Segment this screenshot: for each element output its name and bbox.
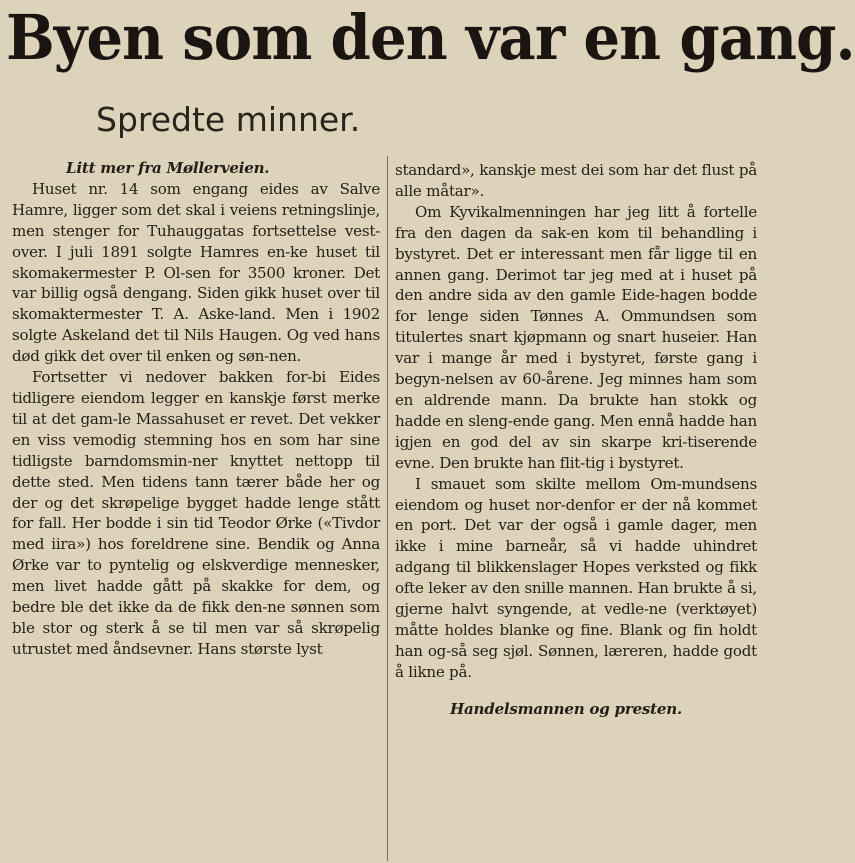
right-column: [395, 160, 757, 863]
left-column: [12, 158, 380, 861]
paragraph: Huset nr. 14 som engang eides av Salve Hamre, ligger som det skal i veiens retningslinje, men stenger for Tuhauggatas fortsettelse vest-over. I juli 1891 solgte Hamres en-ke huset til skomakermester P. Ol-sen for 3500 kroner. Det var billig også dengang. Siden gikk huset over til skomaktermester T. A. Aske-land. Men i 1902 solgte Askeland det til Nils Haugen. Og ved hans død gikk det over til enken og søn-nen.: [12, 179, 380, 366]
subheadline: Spredte minner.: [96, 100, 361, 139]
paragraph: I smauet som skilte mellom Om-mundsens eiendom og huset nor-denfor er der nå kommet en port. Det var der også i gamle dager, men ikke i mine barneår, så vi hadde uhindret adgang til blikkenslager Hopes verksted og fikk ofte leker av den snille mannen. Han brukte å si, gjerne halvt syngende, at vedle-ne (verktøyet) måtte holdes blanke og fine. Blank og fin holdt han og-så seg sjøl. Sønnen, læreren, hadde godt å likne på.: [395, 474, 757, 681]
headline: Byen som den var en gang.: [6, 1, 855, 74]
section-heading-moellerveien: Litt mer fra Møllerveien.: [66, 159, 270, 177]
paragraph: Fortsetter vi nedover bakken for-bi Eides tidligere eiendom legger en kanskje først merke til at det gam-le Massahuset er revet. Det vekker en viss vemodig stemning hos en som har sine tidligste barndomsmin-ner knyttet nettopp til dette sted. Men tidens tann tærer både her og der og det skrøpelige bygget hadde lenge stått for fall. Her bodde i sin tid Teodor Ørke («Tivdor med iira») hos foreldrene sine. Bendik og Anna Ørke var to pyntelig og elskverdige mennesker, men livet hadde gått på skakke for dem, og bedre ble det ikke da de fikk den-ne sønnen som ble stor og sterk å se til men var så skrøpelig utrustet med åndsevner. Hans største lyst: [12, 368, 380, 658]
paragraph: Om Kyvikalmenningen har jeg litt å fortelle fra den dagen da sak-en kom til behandling i bystyret. Det er interessant men får ligge til en annen gang. Derimot tar jeg med at i huset på den andre sida av den gamle Eide-hagen bodde for lenge siden Tønnes A. Ommundsen som titulertes snart kjøpmann og snart huseier. Han var i mange år med i bystyret, første gang i begyn-nelsen av 60-årene. Jeg minnes ham som en aldrende mann. Da brukte han stokk og hadde en sleng-ende gang. Men ennå hadde han igjen en god del av sin skarpe kri-tiserende evne. Den brukte han flit-tig i bystyret.: [395, 202, 757, 472]
column-divider: [387, 156, 388, 861]
paragraph-continuation: standard», kanskje mest dei som har det flust på alle måtar».: [395, 161, 757, 200]
section-heading-handelsmannen: Handelsmannen og presten.: [450, 699, 682, 718]
